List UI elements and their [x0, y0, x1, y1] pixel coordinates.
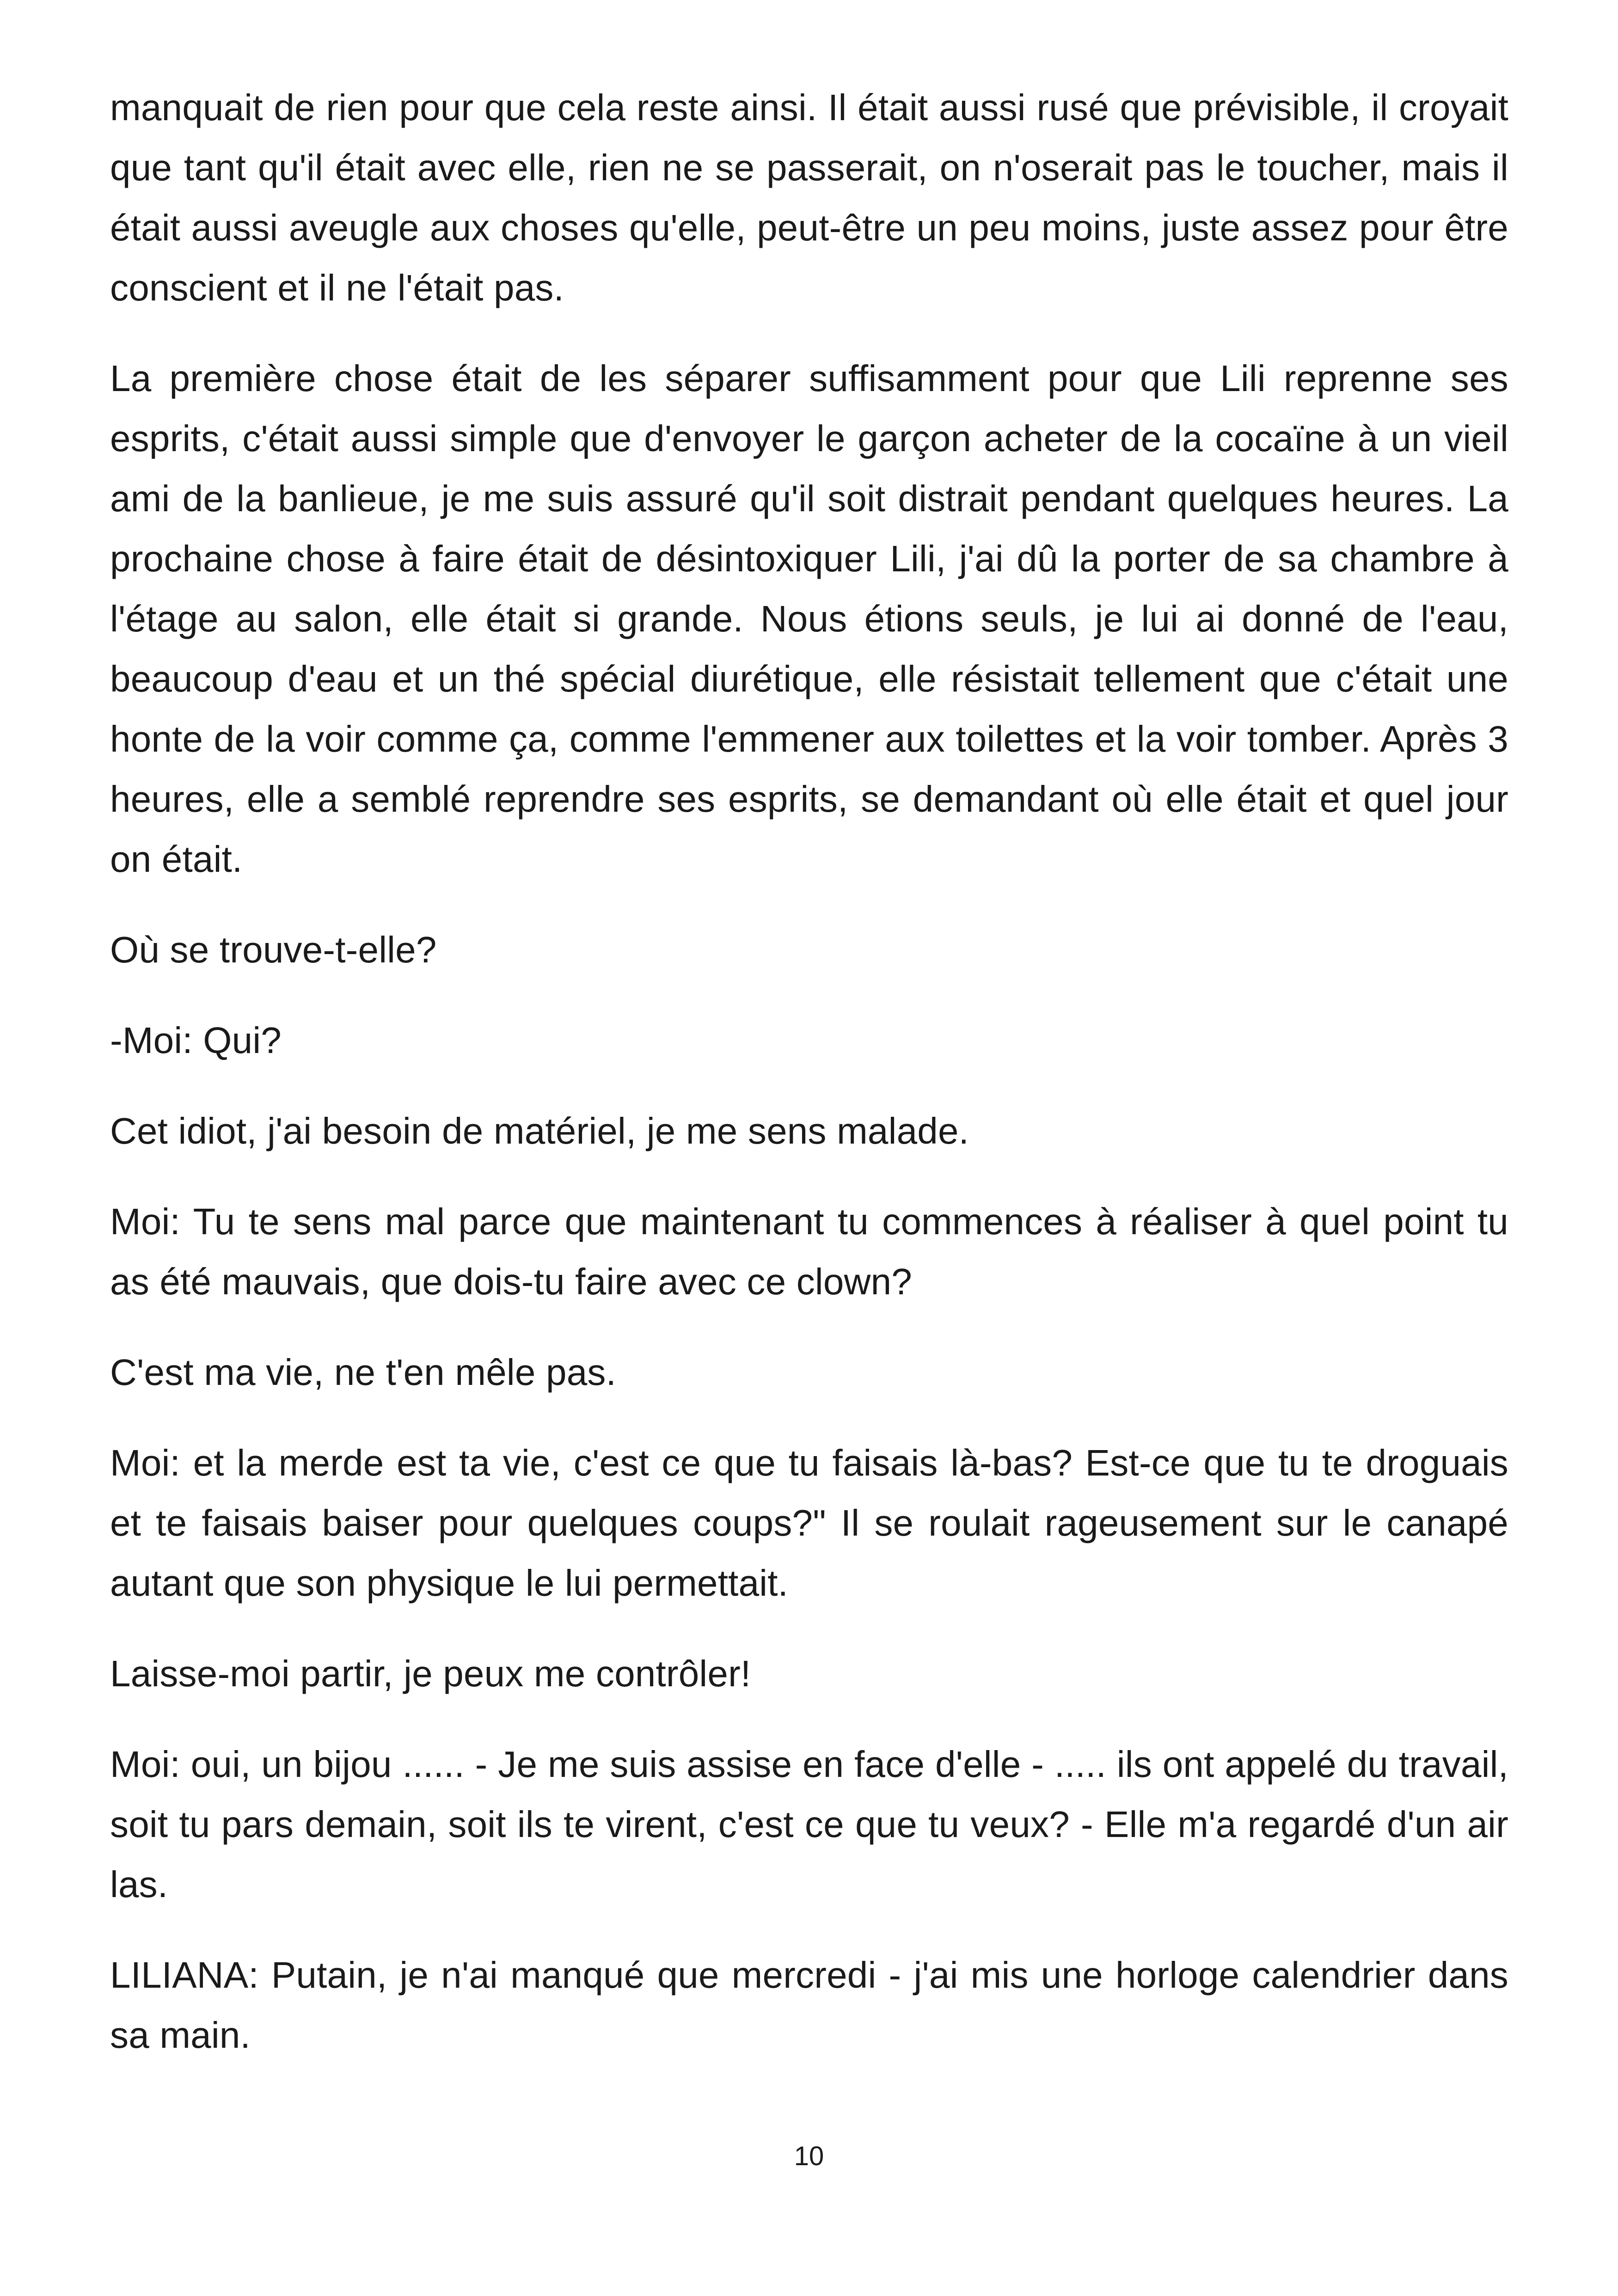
paragraph-6: Moi: Tu te sens mal parce que maintenant tu commences à réaliser à quel point tu as été mauvais, que dois-tu faire avec ce clown? [110, 1201, 1508, 1302]
paragraph-1: manquait de rien pour que cela reste ainsi. Il était aussi rusé que prévisible, il croyait que tant qu'il était avec elle, rien ne se passerait, on n'oserait pas le toucher, mais il était aussi aveugle aux choses qu'elle, peut-être un peu moins, juste assez pour être conscient et il ne l'était pas. [110, 87, 1508, 308]
paragraph-7: C'est ma vie, ne t'en mêle pas. [110, 1352, 617, 1393]
paragraph-2: La première chose était de les séparer suffisamment pour que Lili reprenne ses esprits, c'était aussi simple que d'envoyer le garçon acheter de la cocaïne à un vieil ami de la banlieue, je me suis assuré qu'il soit distrait pendant quelques heures. La prochaine chose à faire était de désintoxiquer Lili, j'ai dû la porter de sa chambre à l'étage au salon, elle était si grande. Nous étions seuls, je lui ai donné de l'eau, beaucoup d'eau et un thé spécial diurétique, elle résistait tellement que c'était une honte de la voir comme ça, comme l'emmener aux toilettes et la voir tomber. Après 3 heures, elle a semblé reprendre ses esprits, se demandant où elle était et quel jour on était. [110, 358, 1508, 880]
page-number: 10 [794, 2141, 824, 2171]
paragraph-4: -Moi: Qui? [110, 1020, 282, 1061]
paragraph-11: LILIANA: Putain, je n'ai manqué que mercredi - j'ai mis une horloge calendrier dans sa main. [110, 1954, 1508, 2056]
body-text [110, 78, 1508, 2096]
paragraph-10: Moi: oui, un bijou ...... - Je me suis assise en face d'elle - ..... ils ont appelé du travail, soit tu pars demain, soit ils te virent, c'est ce que tu veux? - Elle m'a regardé d'un air las. [110, 1744, 1508, 1905]
paragraph-3: Où se trouve-t-elle? [110, 929, 437, 970]
paragraph-9: Laisse-moi partir, je peux me contrôler! [110, 1653, 751, 1694]
paragraph-5: Cet idiot, j'ai besoin de matériel, je me sens malade. [110, 1110, 969, 1151]
paragraph-8: Moi: et la merde est ta vie, c'est ce que tu faisais là-bas? Est-ce que tu te droguais et te faisais baiser pour quelques coups?" Il se roulait rageusement sur le canapé autant que son physique le lui permettait. [110, 1442, 1508, 1604]
